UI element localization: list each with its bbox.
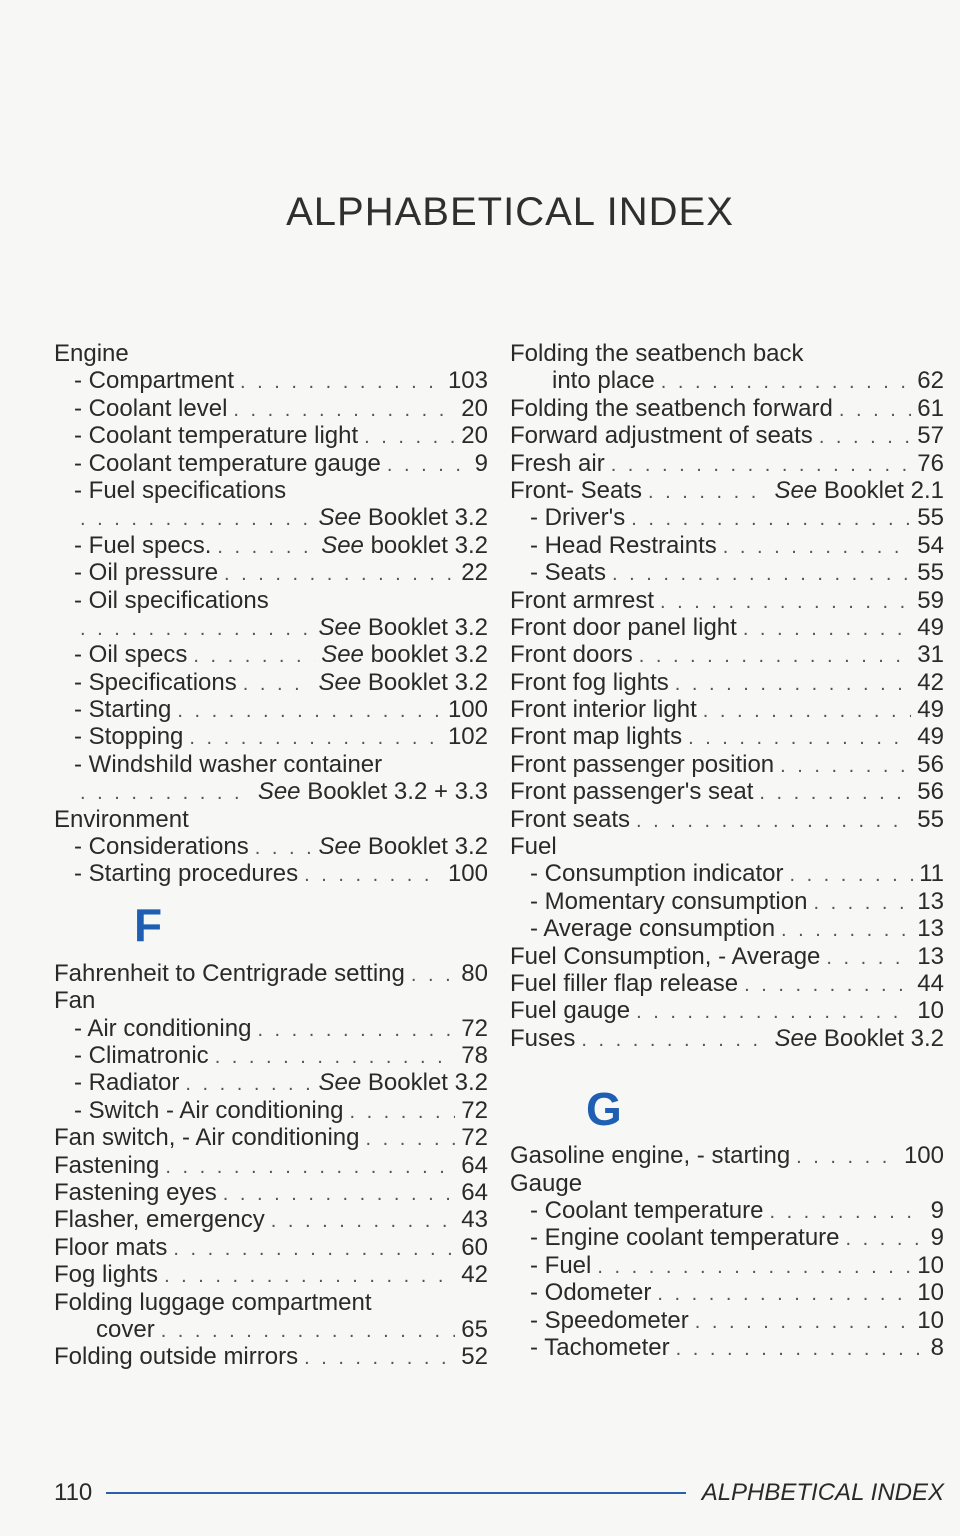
entry-label: Fan switch, - Air conditioning (54, 1124, 360, 1152)
index-entry (54, 587, 488, 614)
entry-label: Front fog lights (510, 668, 669, 696)
leader-dots (819, 424, 911, 449)
leader-dots (165, 1154, 455, 1179)
leader-dots (723, 534, 912, 559)
leader-dots (846, 1226, 925, 1251)
index-entry (510, 641, 944, 668)
index-entry (54, 696, 488, 723)
leader-dots (661, 369, 912, 394)
page-footer (54, 1478, 944, 1508)
page-number: 110 (54, 1479, 93, 1506)
index-entry (510, 450, 944, 477)
index-entry (54, 422, 488, 449)
leader-dots (826, 945, 911, 970)
entry-label: - Coolant level (74, 394, 228, 422)
entry-page-ref: 100 (447, 860, 488, 888)
entry-label: Environment (54, 805, 189, 833)
index-entry (54, 1152, 488, 1179)
entry-label: Forward adjustment of seats (510, 422, 813, 450)
leader-dots (387, 452, 469, 477)
leader-dots (695, 1309, 912, 1334)
entry-label: Fuel gauge (510, 997, 631, 1025)
entry-label: - Engine coolant temperature (530, 1224, 840, 1252)
leader-dots (161, 1318, 456, 1343)
index-entry (510, 477, 944, 504)
leader-dots (631, 506, 911, 531)
entry-label: - Momentary consumption (530, 887, 808, 915)
leader-dots (215, 1044, 456, 1069)
entry-page-ref: 13 (917, 942, 944, 970)
index-entry (54, 669, 488, 696)
leader-dots (759, 780, 911, 805)
entry-page-ref: 64 (461, 1178, 488, 1206)
leader-dots (80, 616, 313, 641)
entry-page-ref: 22 (461, 559, 488, 587)
entry-label: - Coolant temperature light (74, 422, 359, 450)
entry-page-ref: 42 (461, 1261, 488, 1289)
entry-label: - Odometer (530, 1279, 652, 1307)
entry-label: Fuel Consumption, - Average (510, 942, 821, 970)
entry-label: - Speedometer (530, 1306, 689, 1334)
entry-label: cover (96, 1315, 155, 1343)
entry-label: Front- Seats (510, 476, 643, 504)
entry-page-ref: 54 (917, 531, 944, 559)
leader-dots (177, 698, 442, 723)
entry-label: - Tachometer (530, 1333, 670, 1361)
page-title: ALPHABETICAL INDEX (286, 190, 734, 234)
entry-label: Front interior light (510, 696, 697, 724)
entry-page-ref: 78 (461, 1041, 488, 1069)
entry-page-ref: 102 (447, 723, 488, 751)
entry-label: Fresh air (510, 449, 605, 477)
index-entry (510, 1142, 944, 1169)
index-entry (510, 860, 944, 887)
leader-dots (365, 1126, 455, 1151)
entry-label: Front door panel light (510, 613, 737, 641)
leader-dots (688, 725, 911, 750)
entry-label: Front seats (510, 805, 631, 833)
entry-page-ref: See Booklet 3.2 (318, 1069, 488, 1097)
leader-dots (271, 1208, 456, 1233)
index-entry (510, 751, 944, 778)
entry-label: - Air conditioning (74, 1014, 252, 1042)
entry-page-ref: 61 (917, 394, 944, 422)
leader-dots (185, 1071, 312, 1096)
leader-dots (193, 643, 315, 668)
entry-page-ref: 9 (474, 449, 488, 477)
index-entry (54, 1206, 488, 1233)
entry-label: - Head Restraints (530, 531, 717, 559)
entry-label: Front map lights (510, 723, 683, 751)
index-entry (510, 833, 944, 860)
entry-page-ref: 20 (461, 422, 488, 450)
entry-label: Fog lights (54, 1261, 159, 1289)
entry-label: Folding luggage compartment (54, 1288, 372, 1316)
leader-dots (189, 725, 442, 750)
index-entry (510, 1224, 944, 1251)
entry-label: - Fuel (530, 1251, 592, 1279)
entry-page-ref: 10 (917, 1306, 944, 1334)
index-entry (510, 696, 944, 723)
leader-dots (703, 698, 912, 723)
leader-dots (639, 643, 912, 668)
entry-page-ref: 103 (447, 367, 488, 395)
leader-dots (240, 369, 442, 394)
entry-page-ref: 59 (917, 586, 944, 614)
leader-dots (364, 424, 455, 449)
entry-page-ref: See Booklet 3.2 (774, 1024, 944, 1052)
entry-page-ref: 100 (447, 696, 488, 724)
entry-label: - Considerations (74, 833, 249, 861)
index-entry (54, 559, 488, 586)
entry-page-ref: 49 (917, 696, 944, 724)
leader-dots (796, 1144, 898, 1169)
index-entry (54, 477, 488, 504)
entry-page-ref: 11 (919, 860, 944, 888)
entry-page-ref: See Booklet 3.2 (318, 668, 488, 696)
index-entry (510, 367, 944, 394)
entry-label: Fuel (510, 833, 557, 861)
index-entry (54, 532, 488, 559)
entry-page-ref: 62 (917, 367, 944, 395)
entry-label: Fastening (54, 1151, 160, 1179)
entry-page-ref: See Booklet 3.2 (318, 613, 488, 641)
entry-label: Gauge (510, 1169, 583, 1197)
leader-dots (233, 397, 455, 422)
running-title: ALPHBETICAL INDEX (701, 1479, 944, 1506)
index-entry (510, 970, 944, 997)
index-entry (54, 860, 488, 887)
leader-dots (173, 1236, 455, 1261)
entry-label: - Average consumption (530, 915, 776, 943)
entry-page-ref: 49 (917, 613, 944, 641)
leader-dots (257, 1017, 455, 1042)
entry-label: - Starting procedures (74, 860, 299, 888)
entry-label: Front armrest (510, 586, 655, 614)
leader-dots (744, 972, 911, 997)
entry-label: - Seats (530, 559, 607, 587)
index-entry (54, 1097, 488, 1124)
section-letter: G (586, 1083, 622, 1136)
entry-label: Folding outside mirrors (54, 1343, 299, 1371)
entry-label: - Fuel specs. (74, 531, 212, 559)
entry-label: Front doors (510, 641, 633, 669)
entry-page-ref: See Booklet 2.1 (774, 476, 944, 504)
index-entry (510, 395, 944, 422)
entry-label: - Starting (74, 696, 172, 724)
leader-dots (789, 862, 913, 887)
entry-page-ref: 60 (461, 1233, 488, 1261)
entry-label: Gasoline engine, - starting (510, 1142, 791, 1170)
index-entry (54, 751, 488, 778)
entry-page-ref: 49 (917, 723, 944, 751)
leader-dots (769, 1199, 924, 1224)
leader-dots (255, 835, 313, 860)
entry-page-ref: See booklet 3.2 (321, 641, 488, 669)
index-entry (54, 806, 488, 833)
index-entry (510, 504, 944, 531)
entry-page-ref: 10 (917, 1251, 944, 1279)
leader-dots (80, 780, 252, 805)
entry-page-ref: 42 (917, 668, 944, 696)
entry-label: Flasher, emergency (54, 1206, 265, 1234)
entry-label: - Driver's (530, 504, 626, 532)
index-entry (510, 340, 944, 367)
index-entry (510, 1252, 944, 1279)
entry-label: - Climatronic (74, 1041, 209, 1069)
entry-page-ref: 72 (461, 1096, 488, 1124)
entry-page-ref: See booklet 3.2 (321, 531, 488, 559)
index-entry (510, 532, 944, 559)
entry-label: Fan (54, 987, 96, 1015)
index-entry (510, 422, 944, 449)
index-entry (54, 504, 488, 531)
index-entry (54, 614, 488, 641)
index-entry (510, 614, 944, 641)
leader-dots (304, 1345, 455, 1370)
leader-dots (217, 534, 315, 559)
leader-dots (597, 1254, 911, 1279)
entry-label: into place (552, 367, 655, 395)
entry-label: - Coolant temperature gauge (74, 449, 381, 477)
index-entry (510, 915, 944, 942)
leader-dots (839, 397, 911, 422)
entry-page-ref: 76 (917, 449, 944, 477)
entry-page-ref: 13 (917, 915, 944, 943)
leader-dots (223, 1181, 456, 1206)
index-entry (54, 1343, 488, 1370)
index-entry (54, 778, 488, 805)
entry-label: - Radiator (74, 1069, 180, 1097)
index-entry (510, 888, 944, 915)
entry-label: - Consumption indicator (530, 860, 784, 888)
leader-dots (648, 479, 768, 504)
leader-dots (743, 616, 911, 641)
entry-label: Folding the seatbench back (510, 340, 804, 367)
entry-page-ref: 56 (917, 750, 944, 778)
index-entry (54, 340, 488, 367)
index-entry (510, 1197, 944, 1224)
leader-dots (411, 962, 455, 987)
index-column-right (510, 340, 944, 1361)
index-entry (54, 1316, 488, 1343)
index-entry (510, 723, 944, 750)
index-entry (54, 1124, 488, 1151)
entry-page-ref: 9 (930, 1196, 944, 1224)
footer-rule (106, 1492, 685, 1494)
entry-label: - Specifications (74, 668, 237, 696)
index-entry (510, 806, 944, 833)
entry-label: Folding the seatbench forward (510, 394, 833, 422)
index-entry (54, 395, 488, 422)
index-entry (54, 723, 488, 750)
entry-page-ref: 44 (917, 969, 944, 997)
entry-page-ref: See Booklet 3.2 + 3.3 (257, 778, 488, 806)
entry-page-ref: 64 (461, 1151, 488, 1179)
entry-label: Front passenger's seat (510, 778, 754, 806)
leader-dots (164, 1263, 455, 1288)
index-entry (510, 1025, 944, 1052)
leader-dots (781, 917, 911, 942)
leader-dots (304, 862, 442, 887)
leader-dots (676, 1336, 925, 1361)
entry-page-ref: 55 (917, 805, 944, 833)
entry-label: - Fuel specifications (74, 476, 287, 504)
entry-label: Fahrenheit to Centrigrade setting (54, 959, 405, 987)
entry-label: Floor mats (54, 1233, 168, 1261)
entry-label: - Stopping (74, 723, 184, 751)
entry-page-ref: 10 (917, 1279, 944, 1307)
leader-dots (612, 561, 911, 586)
index-entry (54, 1015, 488, 1042)
index-entry (510, 1334, 944, 1361)
leader-dots (581, 1027, 768, 1052)
entry-page-ref: 31 (917, 641, 944, 669)
entry-page-ref: 57 (917, 422, 944, 450)
entry-page-ref: 100 (903, 1142, 944, 1170)
entry-page-ref: 55 (917, 559, 944, 587)
entry-page-ref: 72 (461, 1124, 488, 1152)
entry-label: Fuses (510, 1024, 576, 1052)
leader-dots (636, 808, 911, 833)
leader-dots (636, 999, 911, 1024)
entry-page-ref: 80 (461, 959, 488, 987)
index-entry (54, 1179, 488, 1206)
entry-label: - Compartment (74, 367, 235, 395)
entry-label: - Switch - Air conditioning (74, 1096, 344, 1124)
entry-label: - Oil specs (74, 641, 188, 669)
entry-page-ref: 65 (461, 1315, 488, 1343)
entry-page-ref: 8 (930, 1333, 944, 1361)
entry-page-ref: 10 (917, 997, 944, 1025)
leader-dots (813, 890, 911, 915)
leader-dots (675, 671, 912, 696)
entry-label: - Coolant temperature (530, 1196, 764, 1224)
leader-dots (660, 589, 911, 614)
entry-page-ref: 13 (917, 887, 944, 915)
index-entry (510, 559, 944, 586)
entry-label: Front passenger position (510, 750, 775, 778)
leader-dots (80, 506, 313, 531)
leader-dots (224, 561, 455, 586)
index-entry (510, 669, 944, 696)
entry-label: - Oil specifications (74, 586, 269, 614)
index-entry (54, 450, 488, 477)
index-entry (54, 1234, 488, 1261)
entry-label: Fastening eyes (54, 1178, 217, 1206)
entry-page-ref: 72 (461, 1014, 488, 1042)
entry-page-ref: 9 (930, 1224, 944, 1252)
entry-label: - Oil pressure (74, 559, 219, 587)
index-entry (54, 1042, 488, 1069)
entry-page-ref: 56 (917, 778, 944, 806)
index-entry (54, 641, 488, 668)
entry-page-ref: 55 (917, 504, 944, 532)
entry-page-ref: 20 (461, 394, 488, 422)
leader-dots (349, 1099, 455, 1124)
index-entry (54, 1261, 488, 1288)
entry-label: Fuel filler flap release (510, 969, 739, 997)
entry-label: Engine (54, 340, 129, 367)
index-entry (510, 943, 944, 970)
index-entry (54, 833, 488, 860)
entry-label: - Windshild washer container (74, 750, 383, 778)
index-entry (510, 1307, 944, 1334)
leader-dots (611, 452, 912, 477)
index-entry (510, 778, 944, 805)
index-entry (54, 1289, 488, 1316)
leader-dots (243, 671, 313, 696)
leader-dots (657, 1281, 911, 1306)
index-entry (510, 587, 944, 614)
entry-page-ref: See Booklet 3.2 (318, 504, 488, 532)
index-entry (510, 1170, 944, 1197)
index-entry (54, 367, 488, 394)
entry-page-ref: 52 (461, 1343, 488, 1371)
entry-page-ref: 43 (461, 1206, 488, 1234)
index-entry (54, 960, 488, 987)
leader-dots (780, 753, 911, 778)
index-column-left (54, 340, 488, 1371)
section-letter: F (134, 898, 163, 951)
entry-page-ref: See Booklet 3.2 (318, 833, 488, 861)
index-entry (510, 997, 944, 1024)
index-entry (54, 987, 488, 1014)
index-entry (54, 1069, 488, 1096)
index-entry (510, 1279, 944, 1306)
